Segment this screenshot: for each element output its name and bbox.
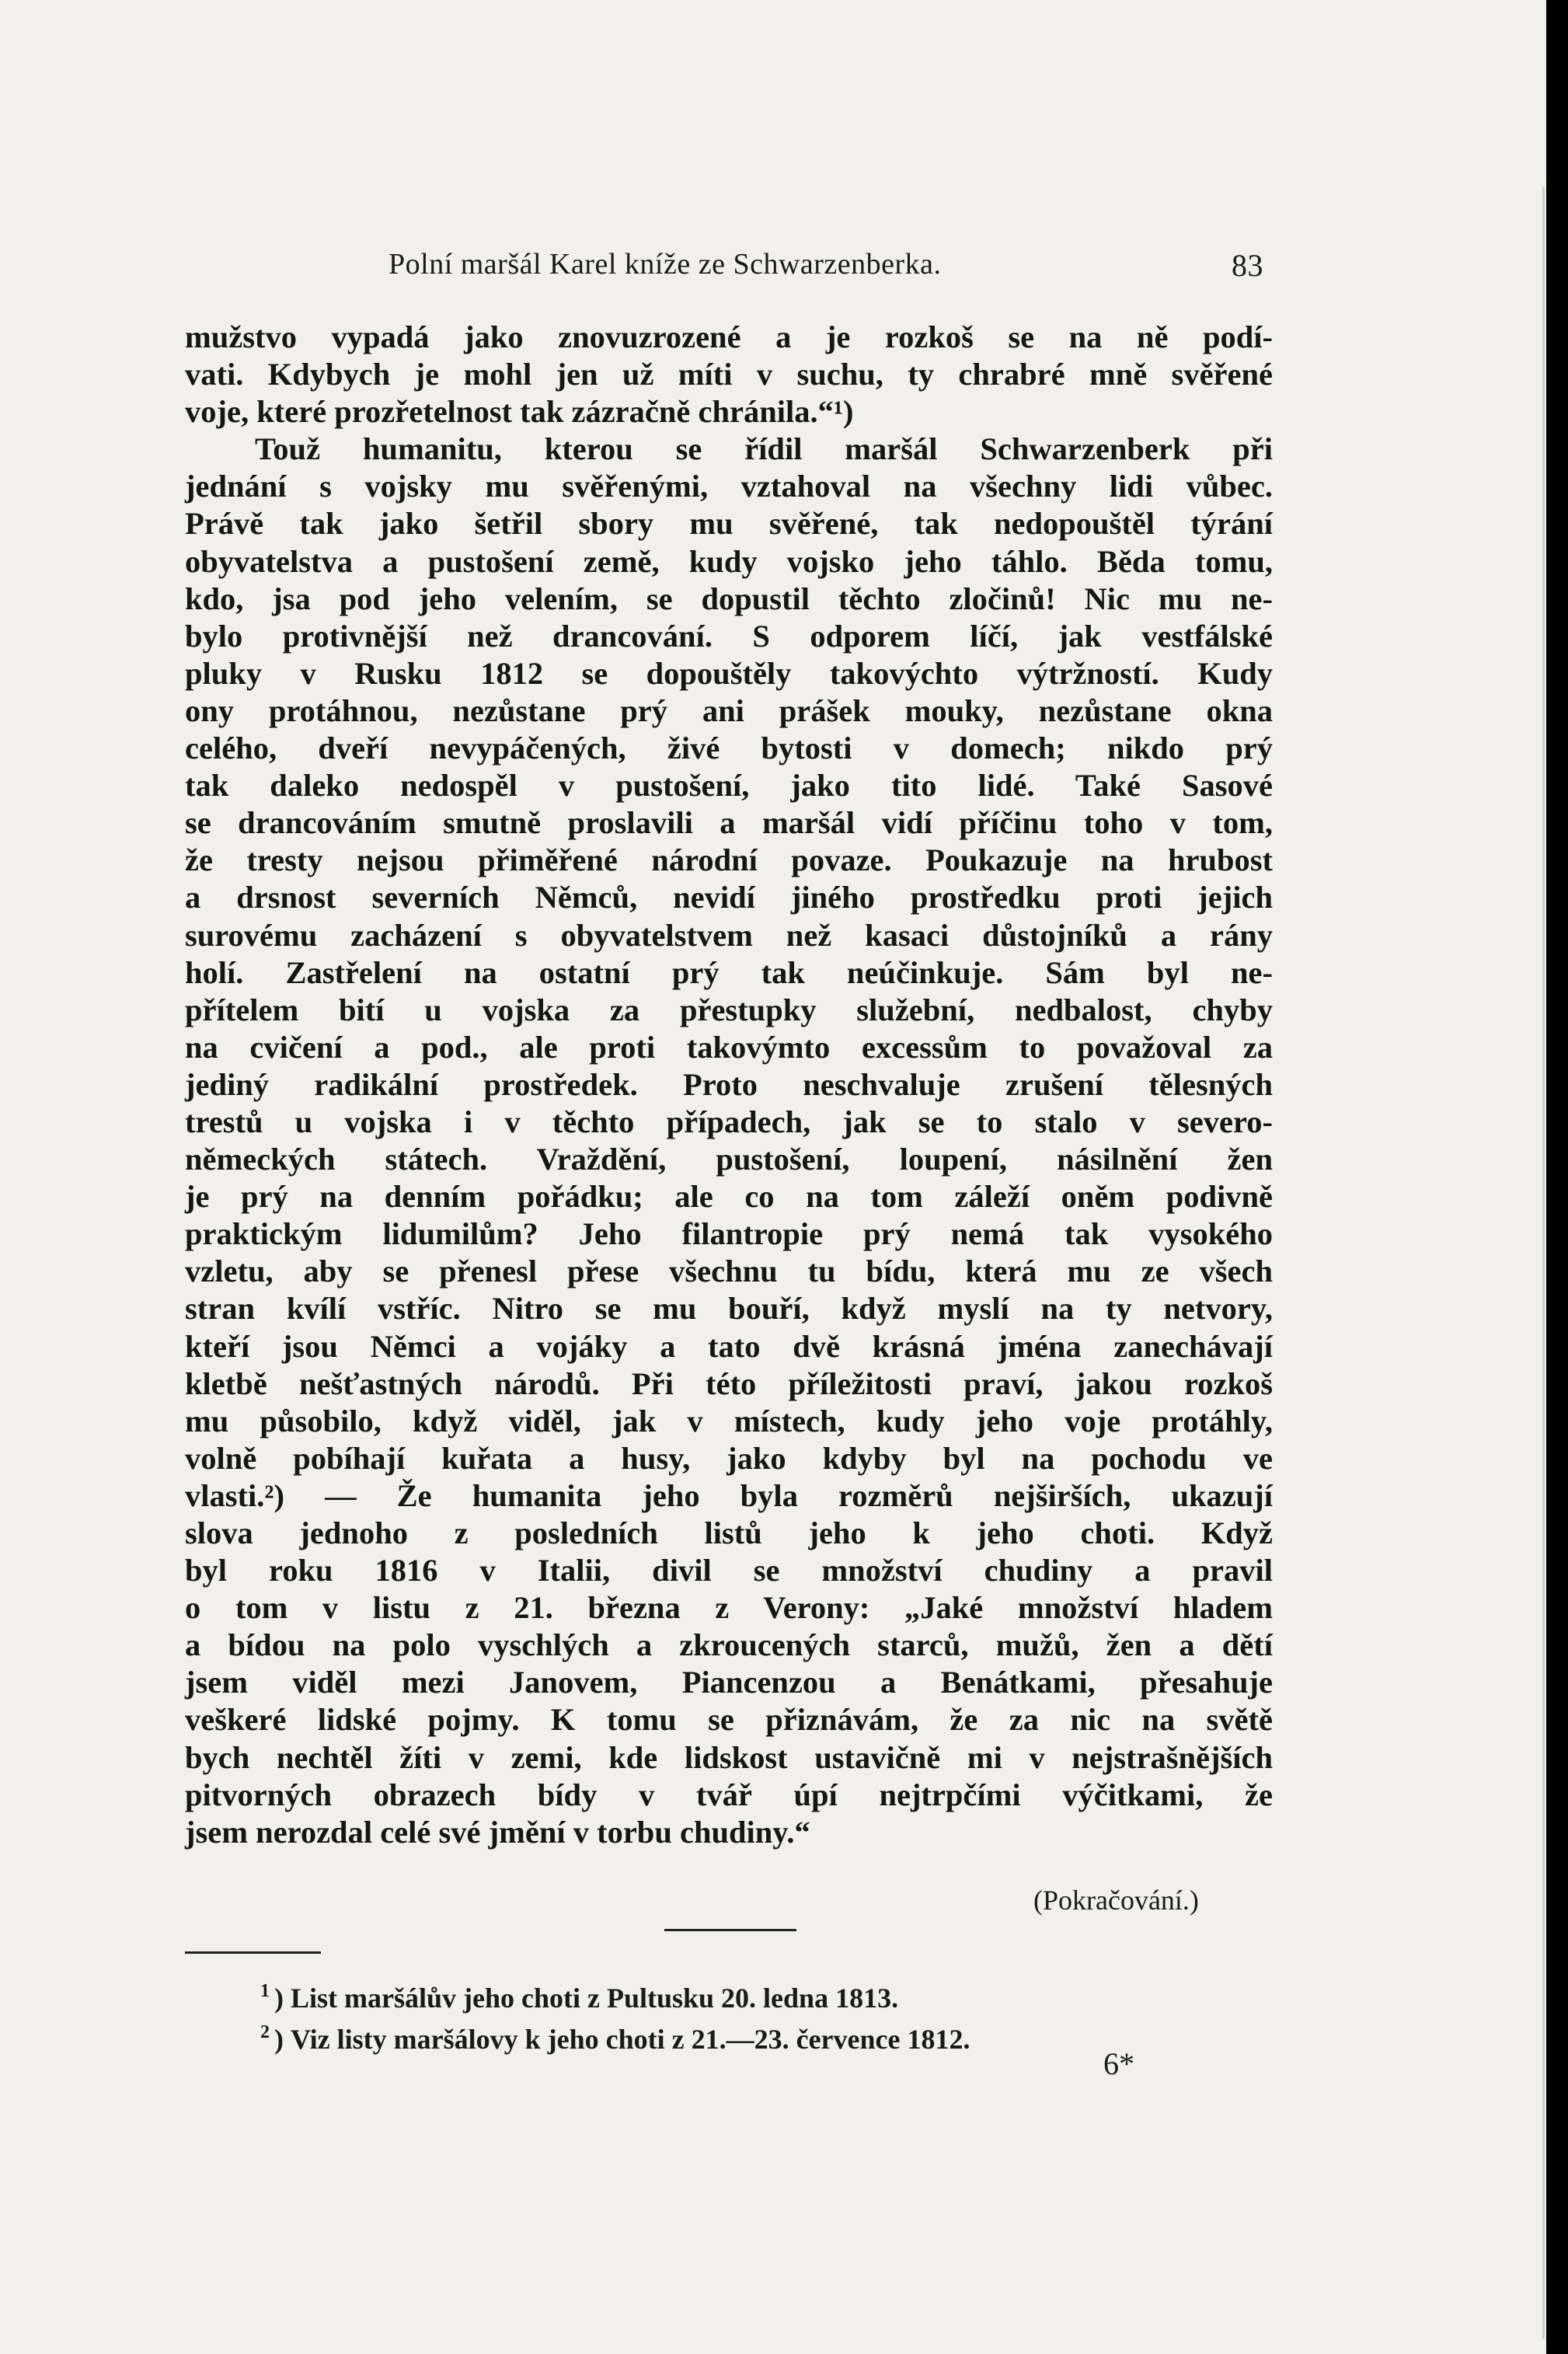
printer-signature: 6*	[1103, 2046, 1134, 2081]
text-line: jednání s vojsky mu svěřenými, vztahoval na všechny lidi vůbec.	[185, 469, 1273, 504]
text-line: tak daleko nedospěl v pustošení, jako tito lidé. Také Sasové	[185, 768, 1273, 804]
text-line: slova jednoho z posledních listů jeho k jeho choti. Když	[185, 1515, 1273, 1550]
continuation-note: (Pokračování.)	[1033, 1885, 1199, 1916]
text-line: obyvatelstva a pustošení země, kudy vojsko jeho táhlo. Běda tomu,	[185, 543, 1273, 579]
text-line: jediný radikální prostředek. Proto neschvaluje zrušení tělesných	[185, 1066, 1273, 1102]
text-line: německých státech. Vraždění, pustošení, loupení, násilnění žen	[185, 1142, 1273, 1177]
text-line: že tresty nejsou přiměřené národní povaze. Poukazuje na hrubost	[185, 842, 1273, 878]
text-line: bylo protivnější než drancování. S odporem líčí, jak vestfálské	[185, 618, 1273, 654]
section-divider	[664, 1929, 796, 1931]
text-line: kdo, jsa pod jeho velením, se dopustil těchto zločinů! Nic mu ne-	[185, 581, 1273, 616]
text-line: Právě tak jako šetřil sbory mu svěřené, tak nedopouštěl týrání	[185, 506, 1273, 542]
text-line: přítelem bití u vojska za přestupky služební, nedbalost, chyby	[185, 992, 1273, 1027]
page-number: 83	[1232, 248, 1263, 283]
text-line: se drancováním smutně proslavili a maršál vidí příčinu toho v tom,	[185, 805, 1273, 841]
text-line: vati. Kdybych je mohl jen už míti v suchu, ty chrabré mně svěřené	[185, 357, 1273, 392]
text-line: mužstvo vypadá jako znovuzrozené a je rozkoš se na ně podí-	[185, 319, 1273, 354]
running-header	[389, 247, 1321, 294]
text-line: stran kvílí vstříc. Nitro se mu bouří, když myslí na ty netvory,	[185, 1291, 1273, 1327]
text-line: veškeré lidské pojmy. K tomu se přiznávám, že za nic na světě	[185, 1702, 1273, 1738]
text-line: bych nechtěl žíti v zemi, kde lidskost ustavičně mi v nejstrašnějších	[185, 1739, 1273, 1775]
text-line: o tom v listu z 21. března z Verony: „Jaké množství hladem	[185, 1590, 1273, 1626]
text-line: vlasti.²) — Že humanita jeho byla rozměrů nejširších, ukazují	[185, 1477, 1273, 1513]
text-line: a bídou na polo vyschlých a zkroucených starců, mužů, žen a dětí	[185, 1627, 1273, 1663]
text-line: na cvičení a pod., ale proti takovýmto excessům to považoval za	[185, 1029, 1273, 1065]
footnote-mark: 2	[260, 2022, 270, 2042]
text-line: pluky v Rusku 1812 se dopouštěly takovýchto výtržností. Kudy	[185, 655, 1273, 691]
text-line: mu působilo, když viděl, jak v místech, kudy jeho voje protáhly,	[185, 1403, 1273, 1439]
footnote-text: Viz listy maršálovy k jeho choti z 21.—23. července 1812.	[291, 2024, 970, 2055]
text-line: kteří jsou Němci a vojáky a tato dvě krásná jména zanechávají	[185, 1328, 1273, 1364]
text-line: holí. Zastřelení na ostatní prý tak neúčinkuje. Sám byl ne-	[185, 954, 1273, 990]
text-line: pitvorných obrazech bídy v tvář úpí nejtrpčími výčitkami, že	[185, 1777, 1273, 1812]
text-line: surovému zacházení s obyvatelstvem než kasaci důstojníků a rány	[185, 917, 1273, 953]
text-line: kletbě nešťastných národů. Při této příležitosti praví, jakou rozkoš	[185, 1365, 1273, 1401]
text-line: Touž humanitu, kterou se řídil maršál Schwarzenberk při	[255, 431, 1273, 467]
text-line: jsem viděl mezi Janovem, Piancenzou a Benátkami, přesahuje	[185, 1665, 1273, 1700]
page-edge	[1542, 187, 1545, 2339]
text-line: trestů u vojska i v těchto případech, jak se to stalo v severo-	[185, 1104, 1273, 1139]
text-line: jsem nerozdal celé své jmění v torbu chudiny.“	[185, 1814, 810, 1850]
footnote-mark: 1	[260, 1981, 270, 2001]
footnote: $^2$ ) Viz listy maršálovy k jeho choti z 21.—23. července 1812.	[260, 2022, 970, 2055]
text-line: celého, dveří nevypáčených, živé bytosti v domech; nikdo prý	[185, 731, 1273, 766]
text-line: volně pobíhají kuřata a husy, jako kdyby byl na pochodu ve	[185, 1440, 1273, 1476]
text-line: voje, které prozřetelnost tak zázračně chránila.“¹)	[185, 394, 854, 430]
footnote-text: List maršálův jeho choti z Pultusku 20. ledna 1813.	[291, 1983, 899, 2014]
text-line: praktickým lidumilům? Jeho filantropie prý nemá tak vysokého	[185, 1216, 1273, 1252]
body-text	[185, 319, 1273, 1851]
running-title: Polní maršál Karel kníže ze Schwarzenberka.	[389, 248, 942, 281]
footnote: $^1$ ) List maršálův jeho choti z Pultusku 20. ledna 1813.	[260, 1981, 899, 2014]
text-line: je prý na denním pořádku; ale co na tom záleží oněm podivně	[185, 1179, 1273, 1215]
footnotes	[260, 1974, 970, 2056]
text-line: ony protáhnou, nezůstane prý ani prášek mouky, nezůstane okna	[185, 692, 1273, 728]
text-line: byl roku 1816 v Italii, divil se množství chudiny a pravil	[185, 1553, 1273, 1589]
footnote-rule	[185, 1951, 321, 1954]
text-line: a drsnost severních Němců, nevidí jiného prostředku proti jejich	[185, 880, 1273, 915]
text-line: vzletu, aby se přenesl přese všechnu tu bídu, která mu ze všech	[185, 1254, 1273, 1289]
